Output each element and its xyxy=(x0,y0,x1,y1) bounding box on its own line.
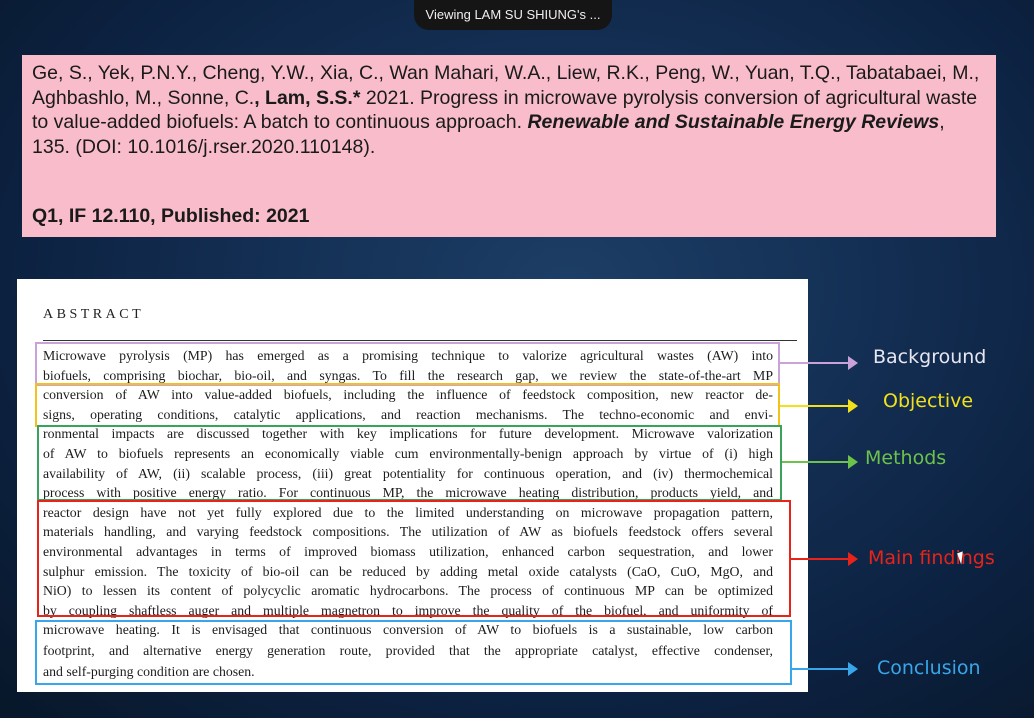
abstract-line: sulphur emission. The toxicity of bio-oil can be reduced by adding metal oxide catalysts (CaO, CuO, MgO, and xyxy=(43,563,773,579)
objective-arrow xyxy=(780,405,856,407)
citation-metrics: Q1, IF 12.110, Published: 2021 xyxy=(32,205,310,227)
label-methods: Methods xyxy=(865,447,947,469)
citation-title: 2021. Progress in microwave pyrolysis conversion of agricultural waste to value-added biofuels: A batch to continuous approach. xyxy=(32,86,978,133)
abstract-text xyxy=(43,346,773,682)
citation-highlight-author: , Lam, S.S.* xyxy=(254,86,361,109)
citation-text xyxy=(32,61,986,159)
conclusion-arrow xyxy=(792,668,856,670)
abstract-line: footprint, and alternative energy generation route, provided that the appropriate catalyst, effective condenser, xyxy=(43,642,773,658)
screen-share-banner[interactable]: Viewing LAM SU SHIUNG's ... xyxy=(414,0,612,30)
abstract-line: conversion of AW into value-added biofuels, including the influence of feedstock composition, new reactor de- xyxy=(43,387,773,403)
abstract-heading: ABSTRACT xyxy=(43,307,145,322)
abstract-line: biofuels, comprising biochar, bio-oil, and syngas. To fill the research gap, we review the state-of-the-art MP xyxy=(43,367,773,383)
citation-authors: Ge, S., Yek, P.N.Y., Cheng, Y.W., Xia, C., Wan Mahari, W.A., Liew, R.K., Peng, W., Yuan, T.Q., Tabatabaei, M., Aghbashlo, M., Sonne, C. xyxy=(32,62,980,109)
abstract-panel xyxy=(17,279,808,692)
citation-journal: Renewable and Sustainable Energy Reviews xyxy=(527,111,940,133)
abstract-line: and self-purging condition are chosen. xyxy=(43,663,255,679)
citation-details: , 135. (DOI: 10.1016/j.rser.2020.110148). xyxy=(32,111,945,158)
abstract-rule xyxy=(43,340,797,341)
abstract-line: by coupling shaftless auger and multiple magnetron to improve the quality of the biofuel, and uniformity of xyxy=(43,602,773,618)
label-background: Background xyxy=(873,346,987,368)
methods-arrow xyxy=(782,461,856,463)
label-main-findings: Main findings xyxy=(868,547,995,569)
abstract-line: environmental advantages in terms of improved biomass utilization, enhanced carbon sequestration, and lower xyxy=(43,543,773,559)
label-conclusion: Conclusion xyxy=(877,657,981,679)
abstract-line: of AW to biofuels represents an economically viable cum environmentally-benign approach by virtue of (i) high xyxy=(43,445,773,461)
abstract-line: Microwave pyrolysis (MP) has emerged as a promising technique to valorize agricultural wastes (AW) into xyxy=(43,348,773,363)
label-objective: Objective xyxy=(883,390,974,412)
citation-box xyxy=(22,55,996,237)
background-arrow xyxy=(780,362,856,364)
abstract-line: signs, operating conditions, catalytic applications, and reaction mechanisms. The techno-economic and envi- xyxy=(43,406,773,422)
abstract-line: materials handling, and varying feedstock compositions. The utilization of AW as biofuels feedstock offers several xyxy=(43,524,773,540)
abstract-line: ronmental impacts are discussed together with key implications for future development. Microwave valorization xyxy=(43,426,773,442)
abstract-line: microwave heating. It is envisaged that continuous conversion of AW to biofuels is a sustainable, low carbon xyxy=(43,622,773,638)
abstract-line: process with positive energy ratio. For continuous MP, the microwave heating distribution, products yield, and xyxy=(43,485,773,501)
main-findings-arrow xyxy=(791,558,856,560)
abstract-line: reactor design have not yet fully explored due to the limited understanding on microwave propagation pattern, xyxy=(43,504,773,520)
abstract-line: availability of AW, (ii) scalable process, (iii) great potentiality for continuous operation, and (iv) thermochemical xyxy=(43,465,773,481)
abstract-line: NiO) to lessen its content of polycyclic aromatic hydrocarbons. The process of continuous MP can be optimized xyxy=(43,583,773,599)
